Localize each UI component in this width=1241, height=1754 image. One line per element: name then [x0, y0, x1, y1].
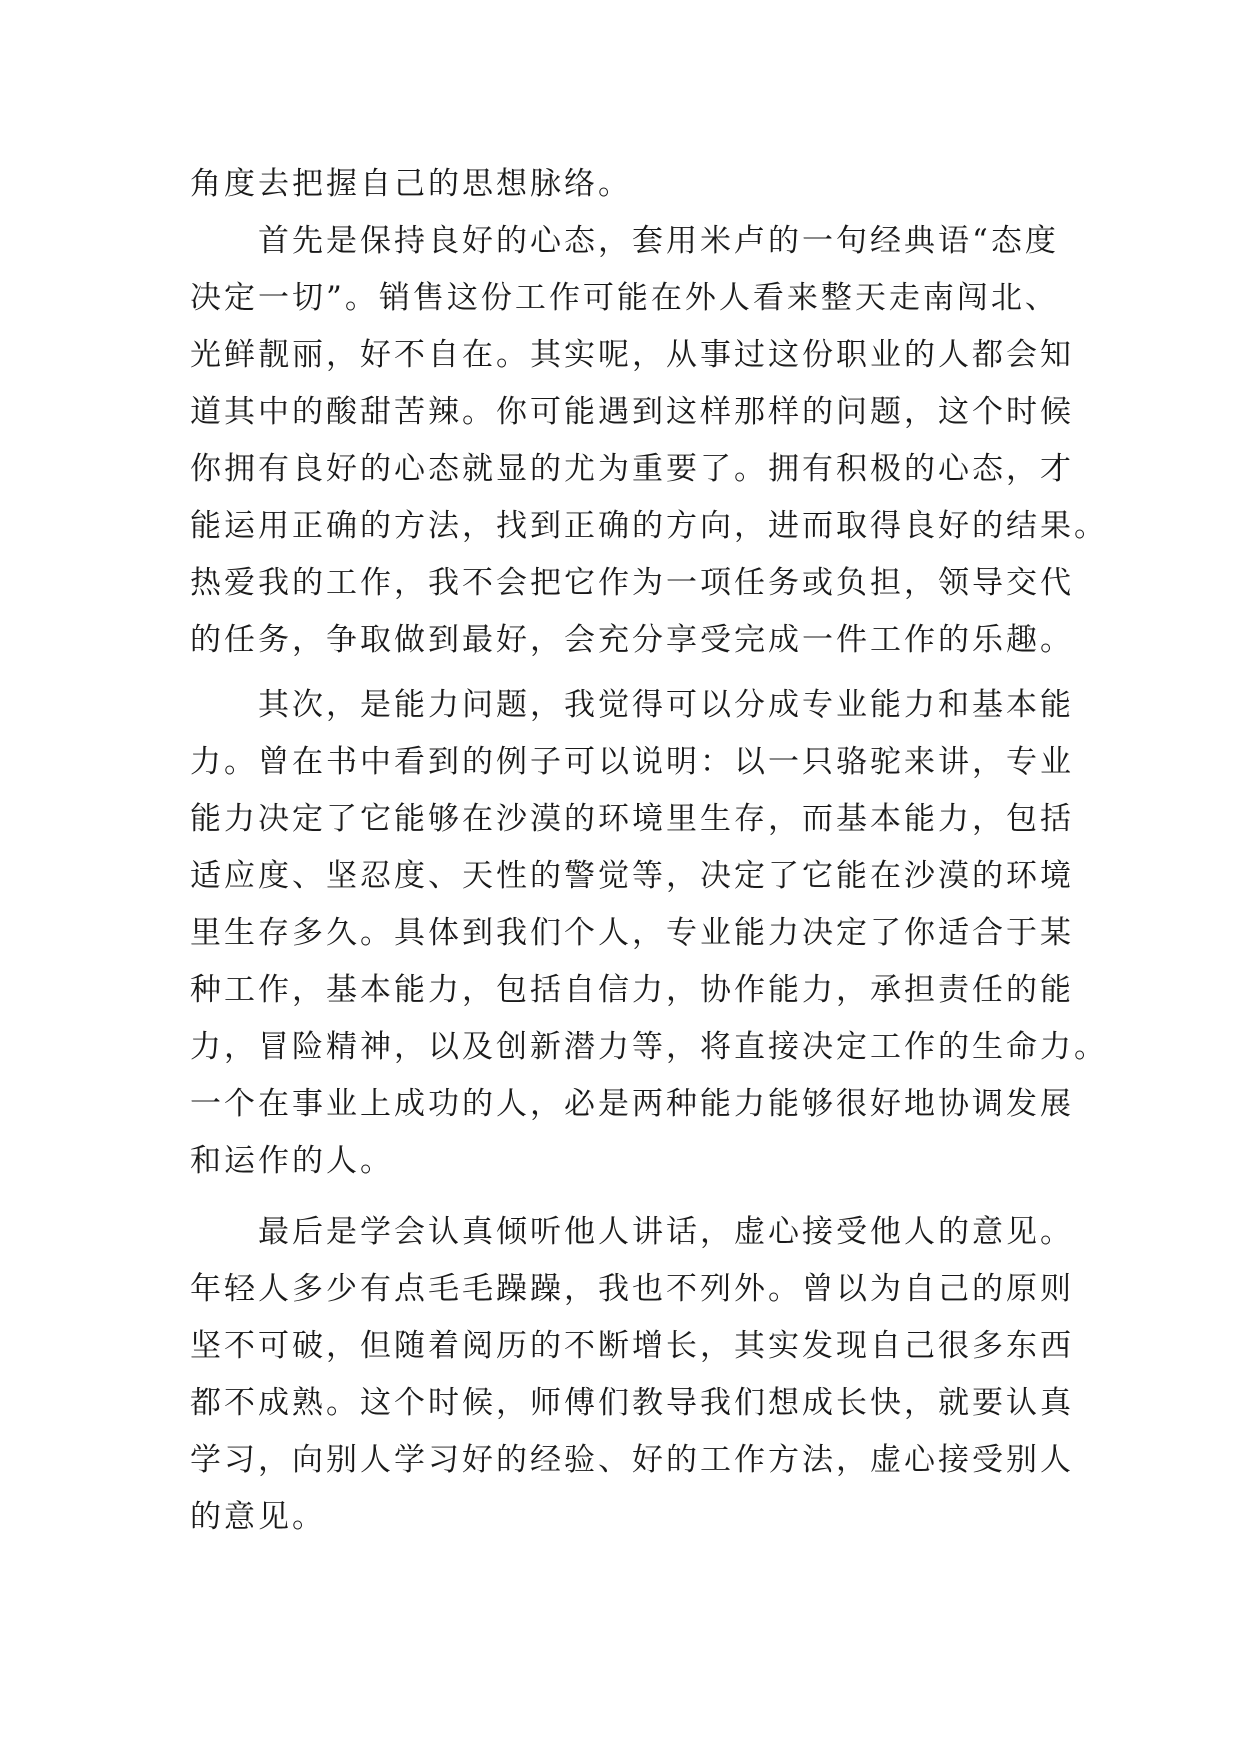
text-line: 力。曾在书中看到的例子可以说明：以一只骆驼来讲，专业: [190, 744, 1074, 780]
paragraph-first-line: 首先是保持良好的心态，套用米卢的一句经典语“态度: [258, 223, 1059, 259]
text-line: 你拥有良好的心态就显的尤为重要了。拥有积极的心态，才: [190, 451, 1074, 487]
text-line: 种工作，基本能力，包括自信力，协作能力，承担责任的能: [190, 972, 1074, 1008]
text-line: 坚不可破，但随着阅历的不断增长，其实发现自己很多东西: [190, 1328, 1074, 1364]
text-line: 一个在事业上成功的人，必是两种能力能够很好地协调发展: [190, 1086, 1074, 1122]
text-line: 学习，向别人学习好的经验、好的工作方法，虚心接受别人: [190, 1442, 1074, 1478]
text-line: 里生存多久。具体到我们个人，专业能力决定了你适合于某: [190, 915, 1074, 951]
text-line: 能力决定了它能够在沙漠的环境里生存，而基本能力，包括: [190, 801, 1074, 837]
paragraph-first-line: 其次，是能力问题，我觉得可以分成专业能力和基本能: [258, 687, 1074, 723]
text-line: 角度去把握自己的思想脉络。: [190, 166, 632, 202]
text-line: 力，冒险精神，以及创新潜力等，将直接决定工作的生命力。: [190, 1029, 1108, 1065]
text-line: 热爱我的工作，我不会把它作为一项任务或负担，领导交代: [190, 565, 1074, 601]
text-line: 能运用正确的方法，找到正确的方向，进而取得良好的结果。: [190, 508, 1108, 544]
text-line: 的任务，争取做到最好，会充分享受完成一件工作的乐趣。: [190, 622, 1074, 658]
paragraph-first-line: 最后是学会认真倾听他人讲话，虚心接受他人的意见。: [258, 1214, 1074, 1250]
text-line: 道其中的酸甜苦辣。你可能遇到这样那样的问题，这个时候: [190, 394, 1074, 430]
text-line: 都不成熟。这个时候，师傅们教导我们想成长快，就要认真: [190, 1385, 1074, 1421]
text-line: 光鲜靓丽，好不自在。其实呢，从事过这份职业的人都会知: [190, 337, 1074, 373]
text-line: 年轻人多少有点毛毛躁躁，我也不列外。曾以为自己的原则: [190, 1271, 1074, 1307]
text-line: 决定一切”。销售这份工作可能在外人看来整天走南闯北、: [190, 280, 1059, 316]
text-line: 和运作的人。: [190, 1143, 394, 1179]
text-line: 的意见。: [190, 1499, 326, 1535]
text-line: 适应度、坚忍度、天性的警觉等，决定了它能在沙漠的环境: [190, 858, 1074, 894]
